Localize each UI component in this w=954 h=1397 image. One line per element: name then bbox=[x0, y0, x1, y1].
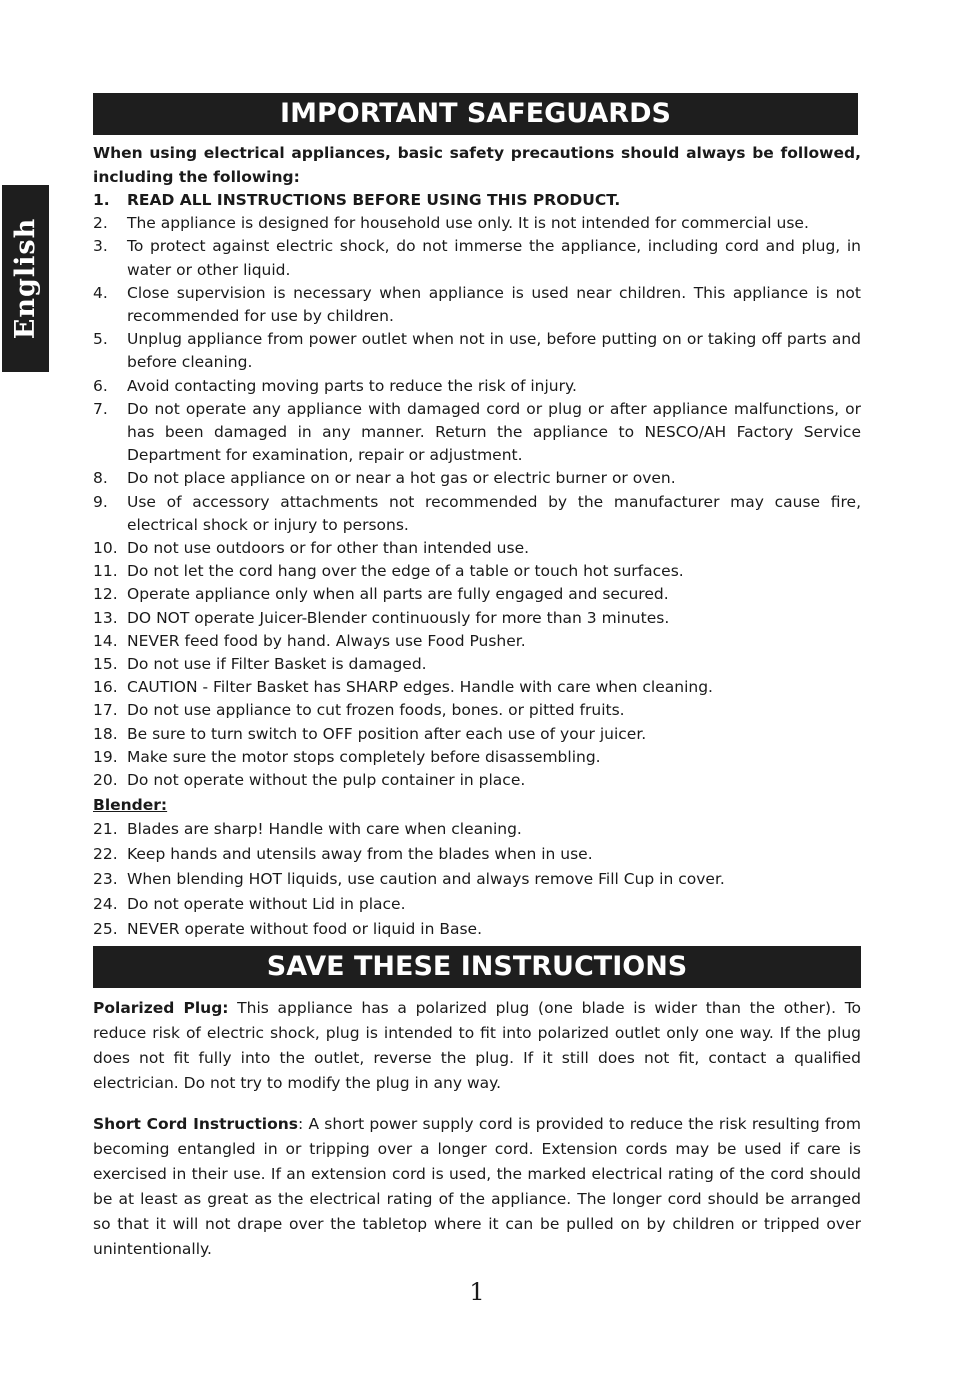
short-cord-text: : A short power supply cord is provided to reduce the risk resulting from becoming entangled in or tripping over a longer cord. Extension cords may be used if care is exercised in their use. If an extension cord is used, the marked electrical rating of the cord should be at least as great as the electrical rating of the appliance. The longer cord should be arranged so that it will not drape over the tabletop where it can be pulled on by children or tripped over unintentionally. bbox=[93, 1114, 861, 1258]
item-text: Unplug appliance from power outlet when not in use, before putting on or taking off parts and before cleaning. bbox=[127, 330, 861, 372]
item-number: 6. bbox=[93, 376, 108, 395]
item-text: CAUTION - Filter Basket has SHARP edges. Handle with care when cleaning. bbox=[127, 678, 713, 697]
list-item bbox=[93, 212, 861, 235]
list-item bbox=[93, 699, 861, 722]
item-text: Avoid contacting moving parts to reduce the risk of injury. bbox=[127, 376, 577, 395]
item-text: Blades are sharp! Handle with care when cleaning. bbox=[127, 820, 522, 839]
list-item bbox=[93, 892, 861, 917]
item-number: 10. bbox=[93, 539, 118, 558]
item-number: 23. bbox=[93, 870, 118, 889]
item-text: DO NOT operate Juicer-Blender continuously for more than 3 minutes. bbox=[127, 608, 670, 627]
item-number: 17. bbox=[93, 701, 118, 720]
item-number: 1. bbox=[93, 191, 110, 209]
item-number: 20. bbox=[93, 771, 118, 790]
list-item bbox=[93, 375, 861, 398]
list-item bbox=[93, 491, 861, 537]
item-text: Do not let the cord hang over the edge of a table or touch hot surfaces. bbox=[127, 562, 684, 581]
item-number: 4. bbox=[93, 283, 108, 302]
list-item bbox=[93, 769, 861, 792]
short-cord-label: Short Cord Instructions bbox=[93, 1114, 299, 1133]
item-number: 14. bbox=[93, 631, 118, 650]
item-number: 25. bbox=[93, 920, 118, 939]
item-text: The appliance is designed for household use only. It is not intended for commercial use. bbox=[127, 214, 809, 233]
item-number: 13. bbox=[93, 608, 118, 627]
item-number: 21. bbox=[93, 820, 118, 839]
polarized-plug-paragraph bbox=[93, 996, 861, 1096]
list-item bbox=[93, 235, 861, 281]
important-safeguards-banner: IMPORTANT SAFEGUARDS bbox=[93, 93, 858, 135]
item-text: Do not use appliance to cut frozen foods, bones. or pitted fruits. bbox=[127, 701, 625, 720]
item-number: 24. bbox=[93, 895, 118, 914]
item-text: NEVER operate without food or liquid in Base. bbox=[127, 920, 482, 939]
item-text: Do not use outdoors or for other than intended use. bbox=[127, 539, 530, 558]
polarized-plug-text: This appliance has a polarized plug (one blade is wider than the other). To reduce risk of electric shock, plug is intended to fit into polarized outlet only one way. If the plug does not fit fully into the outlet, reverse the plug. If it still does not fit, contact a qualified electrician. Do not try to modify the plug in any way. bbox=[93, 999, 862, 1093]
list-item bbox=[93, 917, 861, 942]
list-item bbox=[93, 467, 861, 490]
item-text: READ ALL INSTRUCTIONS BEFORE USING THIS PRODUCT. bbox=[127, 191, 621, 209]
list-item bbox=[93, 189, 861, 212]
item-text: Operate appliance only when all parts are fully engaged and secured. bbox=[127, 585, 669, 604]
list-item bbox=[93, 560, 861, 583]
language-tab bbox=[2, 185, 49, 372]
item-number: 19. bbox=[93, 747, 118, 766]
item-text: Do not operate without Lid in place. bbox=[127, 895, 406, 914]
item-number: 15. bbox=[93, 655, 118, 674]
item-text: Do not operate without the pulp container in place. bbox=[127, 771, 526, 790]
item-text: Do not operate any appliance with damaged cord or plug or after appliance malfunctions, or has been damaged in any manner. Return the appliance to NESCO/AH Factory Service Department for examination, repair or adjustment. bbox=[127, 399, 861, 465]
page-number: 1 bbox=[469, 1278, 485, 1306]
list-item bbox=[93, 653, 861, 676]
list-item bbox=[93, 282, 861, 328]
item-number: 22. bbox=[93, 845, 118, 864]
item-number: 11. bbox=[93, 562, 118, 581]
list-item bbox=[93, 817, 861, 842]
list-item bbox=[93, 676, 861, 699]
item-text: Do not place appliance on or near a hot gas or electric burner or oven. bbox=[127, 469, 676, 488]
list-item bbox=[93, 583, 861, 606]
item-number: 9. bbox=[93, 492, 108, 511]
list-item bbox=[93, 328, 861, 374]
item-number: 3. bbox=[93, 237, 108, 256]
polarized-plug-label: Polarized Plug: bbox=[93, 999, 229, 1018]
intro-text: When using electrical appliances, basic safety precautions should always be followed, including the following: bbox=[93, 144, 861, 186]
list-item bbox=[93, 842, 861, 867]
item-number: 5. bbox=[93, 330, 108, 349]
list-item bbox=[93, 630, 861, 653]
item-number: 16. bbox=[93, 678, 118, 697]
item-text: NEVER feed food by hand. Always use Food Pusher. bbox=[127, 631, 526, 650]
item-number: 18. bbox=[93, 724, 118, 743]
item-number: 12. bbox=[93, 585, 118, 604]
item-number: 7. bbox=[93, 399, 108, 418]
item-text: Close supervision is necessary when appliance is used near children. This appliance is not recommended for use by children. bbox=[127, 283, 861, 326]
item-text: Do not use if Filter Basket is damaged. bbox=[127, 655, 427, 674]
blender-list bbox=[93, 817, 861, 942]
list-item bbox=[93, 537, 861, 560]
page-content bbox=[93, 93, 861, 1277]
item-text: When blending HOT liquids, use caution and always remove Fill Cup in cover. bbox=[127, 870, 725, 889]
item-text: Make sure the motor stops completely before disassembling. bbox=[127, 747, 601, 766]
item-number: 8. bbox=[93, 469, 108, 488]
item-text: To protect against electric shock, do not immerse the appliance, including cord and plug, in water or other liquid. bbox=[127, 237, 861, 279]
item-number: 2. bbox=[93, 214, 108, 233]
save-instructions-banner: SAVE THESE INSTRUCTIONS bbox=[93, 946, 861, 988]
language-tab-label: English bbox=[10, 217, 41, 340]
list-item bbox=[93, 398, 861, 468]
list-item bbox=[93, 746, 861, 769]
item-text: Keep hands and utensils away from the blades when in use. bbox=[127, 845, 593, 864]
list-item bbox=[93, 867, 861, 892]
item-text: Be sure to turn switch to OFF position after each use of your juicer. bbox=[127, 724, 647, 743]
list-item bbox=[93, 723, 861, 746]
safeguards-list bbox=[93, 189, 861, 792]
short-cord-paragraph bbox=[93, 1112, 861, 1262]
list-item bbox=[93, 607, 861, 630]
item-text: Use of accessory attachments not recommended by the manufacturer may cause fire, electrical shock or injury to persons. bbox=[127, 492, 861, 534]
blender-heading: Blender: bbox=[93, 796, 168, 815]
